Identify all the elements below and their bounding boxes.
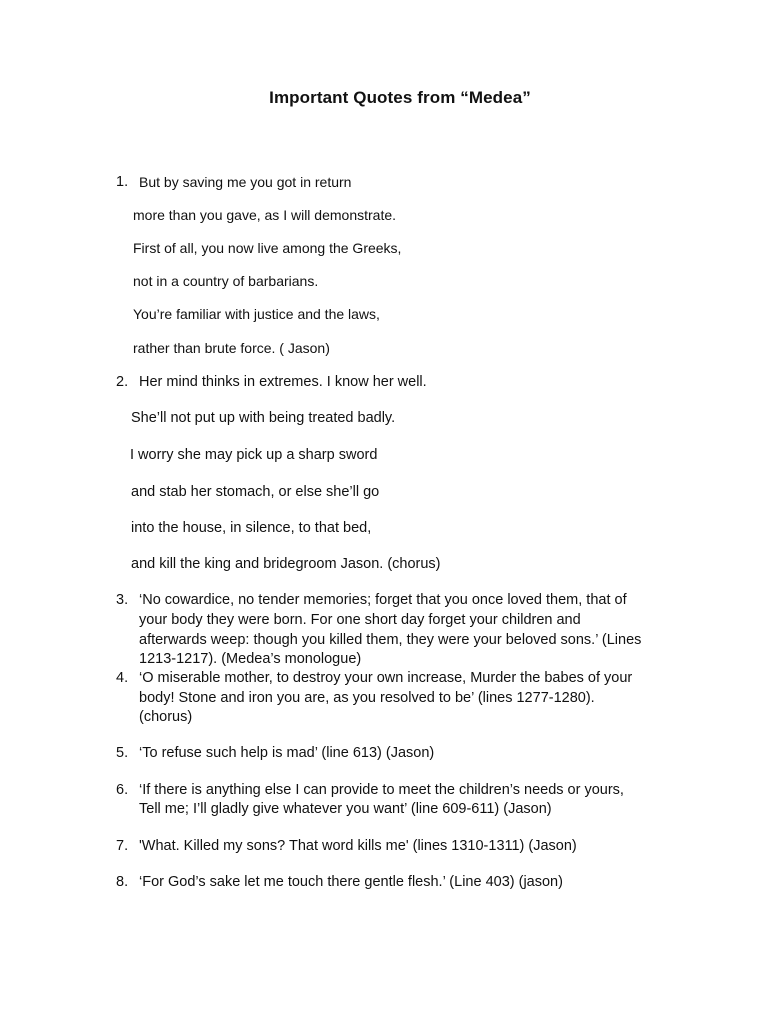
quote-number: 2. xyxy=(116,374,129,390)
quote-line: You’re familiar with justice and the laws, xyxy=(133,306,380,322)
quote-line: afterwards weep: though you killed them, they were your beloved sons.’ (Lines xyxy=(139,632,642,648)
quote-line: ‘O miserable mother, to destroy your own increase, Murder the babes of your xyxy=(139,670,633,686)
quote-line: more than you gave, as I will demonstrate. xyxy=(133,207,397,223)
quote-line: Tell me; I’ll gladly give whatever you want’ (line 609-611) (Jason) xyxy=(139,801,552,817)
quote-line: (chorus) xyxy=(139,709,193,725)
quote-line: Her mind thinks in extremes. I know her well. xyxy=(139,374,427,390)
quote-line: First of all, you now live among the Greeks, xyxy=(133,240,402,256)
quote-number: 7. xyxy=(116,838,129,854)
quote-line: ‘No cowardice, no tender memories; forget that you once loved them, that of xyxy=(139,592,627,608)
quote-number: 5. xyxy=(116,745,129,761)
quote-line: 'What. Killed my sons? That word kills me' (lines 1310-1311) (Jason) xyxy=(139,838,577,854)
quote-line: 1213-1217). (Medea’s monologue) xyxy=(139,651,362,667)
quote-line: She’ll not put up with being treated badly. xyxy=(131,410,396,426)
quote-line: your body they were born. For one short day forget your children and xyxy=(139,612,581,628)
quote-number: 3. xyxy=(116,592,129,608)
quote-number: 8. xyxy=(116,874,129,890)
quote-line: ‘If there is anything else I can provide to meet the children’s needs or yours, xyxy=(139,782,624,798)
quote-line: and kill the king and bridegroom Jason. (chorus) xyxy=(131,556,441,572)
quote-number: 1. xyxy=(116,174,129,190)
quote-line: I worry she may pick up a sharp sword xyxy=(130,447,378,463)
quote-line: ‘To refuse such help is mad’ (line 613) (Jason) xyxy=(139,745,435,761)
quote-line: But by saving me you got in return xyxy=(139,174,352,190)
quote-number: 6. xyxy=(116,782,129,798)
document-title: Important Quotes from “Medea” xyxy=(269,88,531,107)
quote-line: body! Stone and iron you are, as you resolved to be’ (lines 1277-1280). xyxy=(139,690,595,706)
quote-line: and stab her stomach, or else she’ll go xyxy=(131,484,380,500)
quote-line: not in a country of barbarians. xyxy=(133,273,319,289)
quote-line: ‘For God’s sake let me touch there gentle flesh.’ (Line 403) (jason) xyxy=(139,874,563,890)
quote-line: into the house, in silence, to that bed, xyxy=(131,520,372,536)
quote-line: rather than brute force. ( Jason) xyxy=(133,340,330,356)
quote-number: 4. xyxy=(116,670,129,686)
